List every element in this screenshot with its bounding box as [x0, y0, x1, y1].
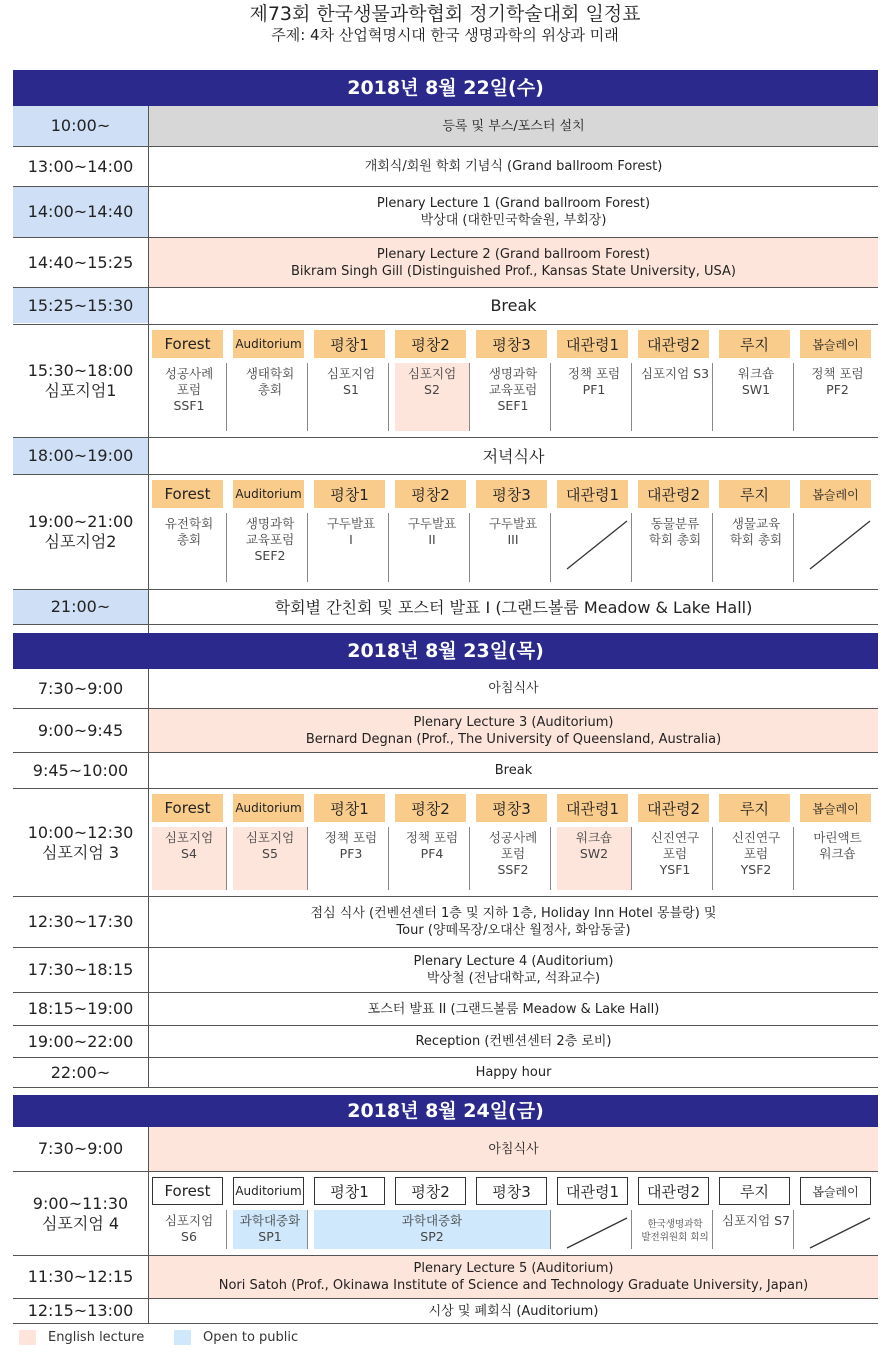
time-text: 10:00~12:30	[27, 822, 134, 842]
session-text: 생물교육	[731, 516, 781, 531]
event-text: Tour (양떼목장/오대산 월정사, 화암동굴)	[396, 923, 631, 938]
session-text: YSF2	[740, 862, 772, 877]
session-column	[311, 325, 392, 437]
session-column	[635, 1172, 716, 1255]
time-cell: 14:00~14:40	[13, 187, 148, 237]
session-text: PF2	[826, 382, 849, 397]
time-cell: 12:30~17:30	[27, 912, 134, 931]
session-text: SSF2	[497, 862, 529, 877]
session-cell	[476, 513, 551, 582]
session-column	[149, 1172, 230, 1255]
session-cell	[719, 363, 794, 431]
session-text: PF3	[339, 846, 363, 861]
room-header: 루지	[719, 480, 790, 508]
session-text: S1	[343, 382, 359, 397]
session-text: 심포지엄 S7	[721, 1213, 791, 1228]
session-text: I	[349, 532, 353, 547]
event-text: Nori Satoh (Prof., Okinawa Institute of Science and Technology Graduate University, Japan)	[218, 1278, 809, 1293]
session-cell	[638, 827, 713, 890]
session-text: 과학대중화	[401, 1213, 463, 1228]
session-grid	[149, 475, 878, 588]
session-column	[716, 475, 797, 588]
session-text: 정책 포럼	[324, 830, 378, 845]
event-text: 아침식사	[488, 1141, 539, 1157]
session-cell	[476, 827, 551, 890]
session-column	[392, 789, 473, 896]
session-column	[392, 325, 473, 437]
session-text: 성공사례	[164, 366, 214, 381]
event-cell	[149, 993, 878, 1025]
room-header: 평창1	[314, 480, 385, 508]
event-text: Happy hour	[475, 1065, 552, 1080]
session-cell	[152, 363, 227, 431]
event-cell	[149, 1127, 878, 1171]
schedule-row	[13, 1058, 878, 1087]
session-cell	[800, 1210, 875, 1249]
event-text: 포스터 발표 II (그랜드볼룸 Meadow & Lake Hall)	[367, 1001, 660, 1017]
session-column	[473, 325, 554, 437]
session-text: SSF1	[173, 398, 205, 413]
session-text: S2	[424, 382, 440, 397]
event-text: 학회별 간친회 및 포스터 발표 I (그랜드볼룸 Meadow & Lake Hall)	[274, 597, 753, 617]
session-text: 총회	[257, 382, 283, 397]
session-text: 심포지엄	[164, 1213, 214, 1228]
schedule-row	[13, 669, 878, 708]
day-header: 2018년 8월 23일(목)	[13, 633, 878, 669]
room-header: 루지	[719, 794, 790, 822]
row-divider	[13, 1087, 878, 1088]
session-cell	[557, 513, 632, 582]
room-header: Forest	[152, 330, 223, 358]
time-cell: 9:00~9:45	[37, 720, 124, 740]
event-cell	[149, 948, 878, 992]
schedule-row	[13, 993, 878, 1025]
event-cell	[149, 1058, 878, 1087]
session-cell	[638, 363, 713, 431]
session-text: SW1	[741, 382, 771, 397]
session-cell	[152, 827, 227, 890]
session-cell	[395, 513, 470, 582]
time-text: 19:00~21:00	[27, 511, 134, 531]
time-cell: 21:00~	[13, 590, 148, 624]
time-cell: 7:30~9:00	[37, 678, 124, 698]
session-column	[311, 789, 392, 896]
session-text: 학회 총회	[648, 532, 702, 547]
room-header: 평창2	[395, 480, 466, 508]
session-text: 정책 포럼	[811, 366, 864, 381]
session-text: 신진연구	[731, 830, 781, 845]
schedule-row	[13, 106, 878, 146]
session-text: 구두발표	[326, 516, 376, 531]
time-cell	[13, 1172, 148, 1255]
time-text: 15:30~18:00	[27, 361, 134, 380]
session-grid	[149, 325, 878, 437]
session-cell	[476, 363, 551, 431]
session-column	[230, 1172, 311, 1255]
session-column	[392, 475, 473, 588]
event-text: 아침식사	[488, 681, 539, 696]
room-header: 대관령1	[557, 480, 628, 508]
event-text: Reception (컨벤션센터 2층 로비)	[415, 1034, 612, 1049]
session-column	[716, 325, 797, 437]
session-cell	[800, 363, 875, 431]
not-used-slash-icon	[565, 1216, 629, 1250]
room-header: 평창2	[395, 330, 466, 358]
room-header: 평창1	[314, 1177, 385, 1205]
session-text: 신진연구	[650, 830, 700, 845]
event-cell	[149, 187, 878, 237]
not-used-slash-icon	[565, 519, 629, 571]
session-column	[554, 475, 635, 588]
session-text: 생명과학	[488, 366, 538, 381]
session-column	[635, 325, 716, 437]
session-cell	[314, 513, 389, 582]
event-cell	[149, 238, 878, 287]
time-cell: 18:00~19:00	[13, 438, 148, 474]
room-header: 평창2	[395, 1177, 466, 1205]
event-cell	[149, 669, 878, 708]
time-cell: 12:15~13:00	[27, 1301, 134, 1320]
row-divider	[13, 1323, 878, 1324]
event-text: Break	[490, 296, 537, 315]
schedule-row	[13, 438, 878, 474]
session-text: SP1	[258, 1229, 282, 1244]
room-header: 평창1	[314, 794, 385, 822]
room-header: 평창3	[476, 330, 547, 358]
session-text: II	[428, 532, 436, 547]
event-text: Plenary Lecture 3 (Auditorium)	[413, 714, 614, 730]
session-text: S5	[262, 846, 278, 861]
room-header: 평창3	[476, 480, 547, 508]
schedule-row	[13, 1299, 878, 1323]
room-header: Auditorium	[233, 1177, 304, 1205]
time-cell: 10:00~	[13, 106, 148, 146]
session-text: YSF1	[659, 862, 691, 877]
session-column	[311, 475, 392, 588]
not-used-slash-icon	[808, 1216, 872, 1250]
event-text: 박상철 (전남대학교, 석좌교수)	[426, 971, 601, 986]
session-column	[149, 475, 230, 588]
time-cell	[13, 789, 148, 896]
session-text: 구두발표	[407, 516, 457, 531]
session-column	[473, 475, 554, 588]
session-text: 학회 총회	[729, 532, 783, 547]
session-text: 포럼	[743, 846, 769, 861]
room-header: 봅슬레이	[800, 1177, 871, 1205]
session-cell	[719, 513, 794, 582]
session-column	[797, 1172, 878, 1255]
room-header: Forest	[152, 794, 223, 822]
legend-public-label: Open to public	[203, 1329, 299, 1345]
legend-english	[19, 1328, 144, 1346]
session-text: 정책 포럼	[405, 830, 459, 845]
session-text: 동물분류	[650, 516, 700, 531]
row-divider	[13, 624, 878, 625]
session-text: 워크숍	[819, 846, 856, 861]
room-header: 평창3	[476, 1177, 547, 1205]
session-column	[554, 1172, 635, 1255]
session-text: SW2	[579, 846, 609, 861]
session-column	[554, 789, 635, 896]
time-cell: 9:45~10:00	[32, 760, 129, 780]
session-column	[635, 789, 716, 896]
session-column	[149, 789, 230, 896]
event-cell	[149, 590, 878, 624]
session-cell	[557, 1210, 632, 1249]
session-column	[473, 1172, 554, 1255]
event-text: Break	[494, 763, 533, 778]
session-column	[554, 325, 635, 437]
session-column	[230, 475, 311, 588]
session-column	[230, 325, 311, 437]
schedule-row	[13, 753, 878, 788]
time-cell: 14:40~15:25	[27, 252, 134, 272]
event-text: 등록 및 부스/포스터 설치	[442, 118, 585, 134]
event-text: Plenary Lecture 1 (Grand ballroom Forest)	[376, 196, 651, 211]
session-text: S4	[181, 846, 197, 861]
session-text: 한국생명과학	[647, 1219, 703, 1230]
session-grid	[149, 789, 878, 896]
schedule-row	[13, 147, 878, 186]
session-text: SP2	[420, 1229, 444, 1244]
room-header: 대관령2	[638, 1177, 709, 1205]
event-cell	[149, 1026, 878, 1057]
session-text: 구두발표	[488, 516, 538, 531]
session-text: 총회	[176, 532, 202, 547]
legend-public	[174, 1328, 298, 1346]
time-cell	[13, 325, 148, 437]
session-text: 심포지엄	[407, 366, 457, 381]
schedule-row	[13, 1127, 878, 1171]
session-column	[392, 1172, 473, 1255]
schedule-row	[13, 325, 878, 437]
time-text: 심포지엄 3	[41, 842, 120, 862]
schedule-row	[13, 1256, 878, 1298]
session-grid	[149, 1172, 878, 1255]
session-cell	[638, 513, 713, 582]
schedule-row	[13, 1172, 878, 1255]
event-text: 저녁식사	[482, 446, 545, 466]
schedule-row	[13, 709, 878, 752]
session-column	[473, 789, 554, 896]
time-text: 심포지엄 4	[41, 1213, 120, 1233]
event-text: Plenary Lecture 5 (Auditorium)	[413, 1261, 614, 1276]
time-cell: 13:00~14:00	[27, 156, 134, 176]
event-text: Bikram Singh Gill (Distinguished Prof., Kansas State University, USA)	[290, 263, 736, 279]
session-text: 포럼	[500, 846, 526, 861]
session-text: 생태학회	[245, 366, 295, 381]
session-text: SEF1	[497, 398, 529, 413]
schedule-row	[13, 590, 878, 624]
day-header: 2018년 8월 24일(금)	[13, 1095, 878, 1127]
session-column	[716, 1172, 797, 1255]
session-cell	[233, 513, 308, 582]
room-header: 평창3	[476, 794, 547, 822]
session-cell	[314, 363, 389, 431]
session-text: 워크숍	[575, 830, 613, 845]
room-header: 대관령1	[557, 794, 628, 822]
session-column	[797, 789, 878, 896]
session-cell	[233, 827, 308, 890]
session-text: 교육포럼	[245, 532, 295, 547]
session-text: 워크숍	[737, 366, 775, 381]
room-header: 대관령2	[638, 480, 709, 508]
schedule-row	[13, 1026, 878, 1057]
session-column	[797, 475, 878, 588]
session-cell	[233, 363, 308, 431]
session-text: 교육포럼	[488, 382, 538, 397]
room-header: 대관령2	[638, 794, 709, 822]
session-cell	[233, 1210, 308, 1249]
session-cell	[395, 827, 470, 890]
schedule-title: 제73회 한국생물과학협회 정기학술대회 일정표	[249, 3, 641, 25]
session-text: 정책 포럼	[567, 366, 621, 381]
session-text: III	[507, 532, 519, 547]
session-cell	[314, 827, 389, 890]
event-cell	[149, 438, 878, 474]
event-cell	[149, 897, 878, 947]
time-cell	[13, 475, 148, 588]
column-divider	[148, 106, 149, 633]
session-text: 유전학회	[164, 516, 214, 531]
time-text: 9:00~11:30	[32, 1193, 129, 1213]
session-cell	[395, 363, 470, 431]
event-text: Bernard Degnan (Prof., The University of Queensland, Australia)	[305, 731, 722, 747]
schedule-row	[13, 948, 878, 992]
session-text: 심포지엄	[164, 830, 214, 845]
schedule-row	[13, 238, 878, 287]
session-column	[230, 789, 311, 896]
room-header: Auditorium	[233, 330, 304, 358]
session-cell	[152, 513, 227, 582]
english-swatch	[19, 1330, 36, 1345]
session-text: 심포지엄	[326, 366, 376, 381]
event-cell	[149, 288, 878, 323]
schedule-row	[13, 187, 878, 237]
room-header: Forest	[152, 1177, 223, 1205]
event-cell	[149, 1256, 878, 1298]
session-text: PF4	[420, 846, 444, 861]
session-text: S6	[181, 1229, 197, 1244]
event-cell	[149, 106, 878, 146]
time-cell: 7:30~9:00	[37, 1139, 124, 1158]
room-header: 대관령2	[638, 330, 709, 358]
column-divider	[148, 1127, 149, 1323]
session-cell	[800, 827, 875, 890]
event-cell	[149, 753, 878, 788]
session-text: 과학대중화	[239, 1213, 301, 1228]
time-cell: 18:15~19:00	[27, 999, 134, 1018]
session-text: 포럼	[662, 846, 688, 861]
session-cell	[557, 827, 632, 890]
session-column	[716, 789, 797, 896]
time-text: 심포지엄2	[44, 531, 117, 551]
schedule-row	[13, 475, 878, 588]
event-text: 시상 및 폐회식 (Auditorium)	[428, 1303, 599, 1319]
session-text: SEF2	[254, 548, 286, 563]
public-swatch	[174, 1330, 191, 1345]
session-cell	[638, 1210, 713, 1249]
not-used-slash-icon	[808, 519, 872, 571]
session-cell	[557, 363, 632, 431]
room-header: 대관령1	[557, 330, 628, 358]
room-header: Auditorium	[233, 794, 304, 822]
event-cell	[149, 147, 878, 186]
room-header: 대관령1	[557, 1177, 628, 1205]
time-cell: 17:30~18:15	[27, 960, 134, 979]
room-header: Forest	[152, 480, 223, 508]
event-text: Plenary Lecture 2 (Grand ballroom Forest)	[376, 246, 651, 262]
session-text: PF1	[582, 382, 606, 397]
room-header: Auditorium	[233, 480, 304, 508]
session-column	[635, 475, 716, 588]
time-text: 심포지엄1	[44, 381, 117, 400]
event-text: 박상대 (대한민국학술원, 부회장)	[420, 213, 607, 228]
session-cell	[800, 513, 875, 582]
session-text: 성공사례	[488, 830, 538, 845]
day-header: 2018년 8월 22일(수)	[13, 70, 878, 106]
schedule-row	[13, 789, 878, 896]
room-header: 루지	[719, 330, 790, 358]
time-cell: 19:00~22:00	[27, 1031, 134, 1051]
room-header: 루지	[719, 1177, 790, 1205]
time-cell: 22:00~	[50, 1062, 111, 1082]
room-header: 평창2	[395, 794, 466, 822]
session-text: 발전위원회 회의	[641, 1232, 709, 1243]
event-cell	[149, 1299, 878, 1323]
session-column	[149, 325, 230, 437]
session-cell	[152, 1210, 227, 1249]
schedule-subtitle: 주제: 4차 산업혁명시대 한국 생명과학의 위상과 미래	[271, 26, 619, 44]
session-text: 심포지엄 S3	[640, 366, 710, 381]
session-text: 생명과학	[245, 516, 295, 531]
legend-english-label: English lecture	[48, 1329, 145, 1345]
column-divider	[148, 669, 149, 1087]
schedule-row	[13, 897, 878, 947]
time-cell: 15:25~15:30	[13, 288, 148, 323]
room-header: 평창1	[314, 330, 385, 358]
room-header: 봅슬레이	[800, 480, 871, 508]
schedule-row	[13, 288, 878, 323]
session-cell	[719, 1210, 794, 1249]
time-cell: 11:30~12:15	[27, 1267, 134, 1286]
room-header: 봅슬레이	[800, 330, 871, 358]
room-header: 봅슬레이	[800, 794, 871, 822]
event-text: 점심 식사 (컨벤션센터 1층 및 지하 1층, Holiday Inn Hotel 몽블랑) 및	[310, 906, 717, 921]
event-cell	[149, 709, 878, 752]
session-text: 심포지엄	[245, 830, 295, 845]
session-column	[797, 325, 878, 437]
session-text: 포럼	[176, 382, 202, 397]
event-text: Plenary Lecture 4 (Auditorium)	[413, 954, 614, 969]
session-cell	[719, 827, 794, 890]
session-text: 마린액트	[813, 830, 862, 845]
event-text: 개회식/회원 학회 기념식 (Grand ballroom Forest)	[364, 159, 663, 174]
